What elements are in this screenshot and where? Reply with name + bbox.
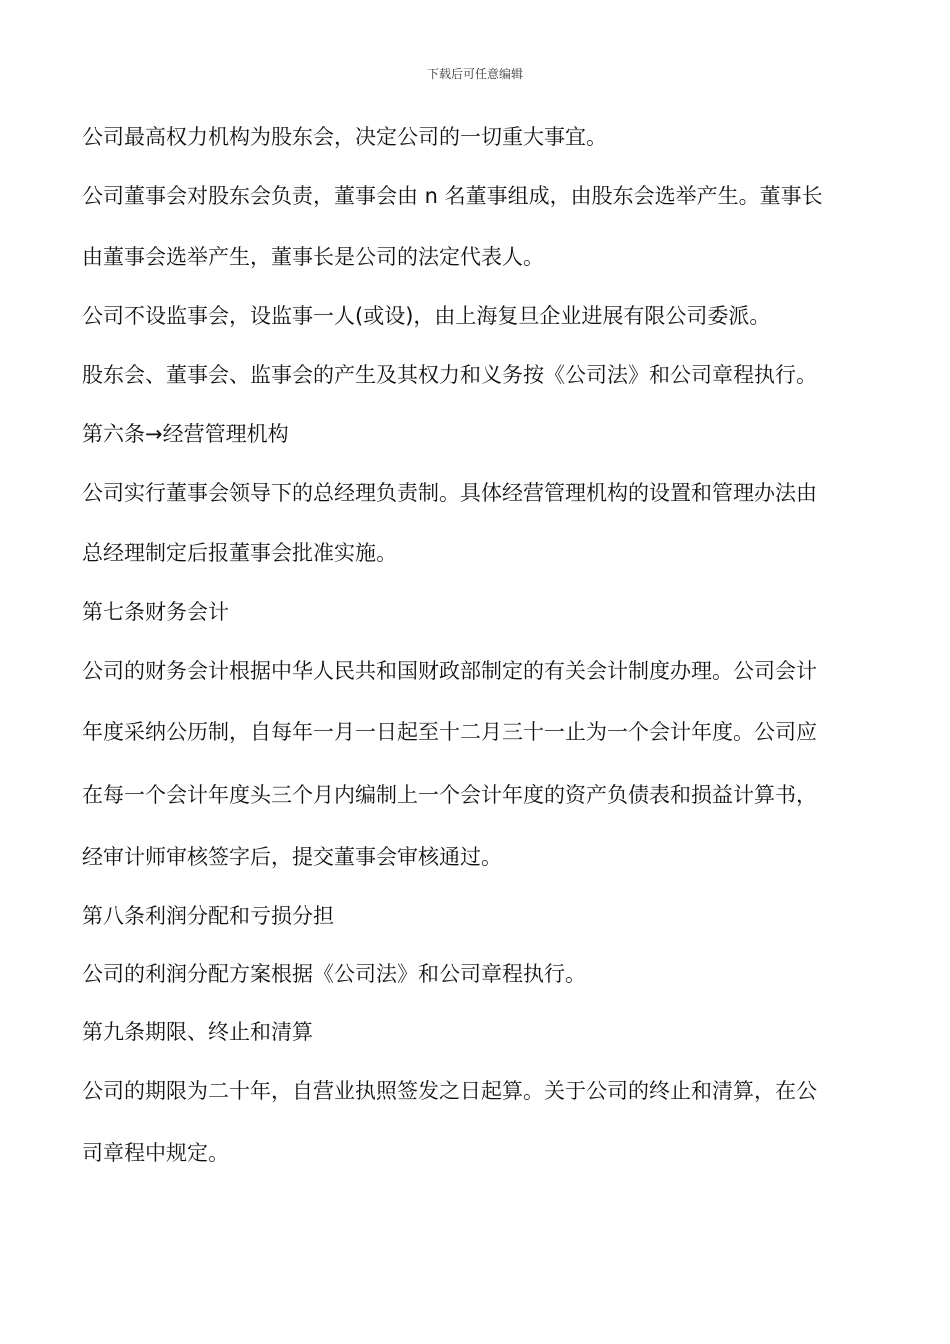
paragraph-line: 在每一个会计年度头三个月内编制上一个会计年度的资产负债表和损益计算书， bbox=[82, 783, 817, 807]
paragraph-line: 公司董事会对股东会负责，董事会由 n 名董事组成，由股东会选举产生。董事长 bbox=[82, 184, 823, 208]
paragraph-line: 总经理制定后报董事会批准实施。 bbox=[82, 541, 397, 565]
paragraph-line: 公司的财务会计根据中华人民共和国财政部制定的有关会计制度办理。公司会计 bbox=[82, 659, 817, 683]
section-heading: 第八条利润分配和亏损分担 bbox=[82, 904, 334, 928]
paragraph-line: 公司实行董事会领导下的总经理负责制。具体经营管理机构的设置和管理办法由 bbox=[82, 481, 817, 505]
paragraph-line: 由董事会选举产生，董事长是公司的法定代表人。 bbox=[82, 245, 544, 269]
paragraph-line: 年度采纳公历制，自每年一月一日起至十二月三十一止为一个会计年度。公司应 bbox=[82, 720, 817, 744]
page-header: 下载后可任意编辑 bbox=[426, 67, 523, 81]
paragraph-line: 公司的利润分配方案根据《公司法》和公司章程执行。 bbox=[82, 962, 586, 986]
paragraph-line: 经审计师审核签字后，提交董事会审核通过。 bbox=[82, 845, 502, 869]
paragraph-line: 公司最高权力机构为股东会，决定公司的一切重大事宜。 bbox=[82, 125, 607, 149]
paragraph-line: 司章程中规定。 bbox=[82, 1141, 229, 1165]
paragraph-line: 股东会、董事会、监事会的产生及其权力和义务按《公司法》和公司章程执行。 bbox=[82, 363, 817, 387]
section-heading: 第七条财务会计 bbox=[82, 600, 229, 624]
section-heading: 第六条→经营管理机构 bbox=[82, 422, 289, 446]
section-heading: 第九条期限、终止和清算 bbox=[82, 1020, 313, 1044]
paragraph-line: 公司的期限为二十年，自营业执照签发之日起算。关于公司的终止和清算，在公 bbox=[82, 1079, 817, 1103]
paragraph-line: 公司不设监事会，设监事一人(或设)，由上海复旦企业进展有限公司委派。 bbox=[82, 304, 771, 328]
